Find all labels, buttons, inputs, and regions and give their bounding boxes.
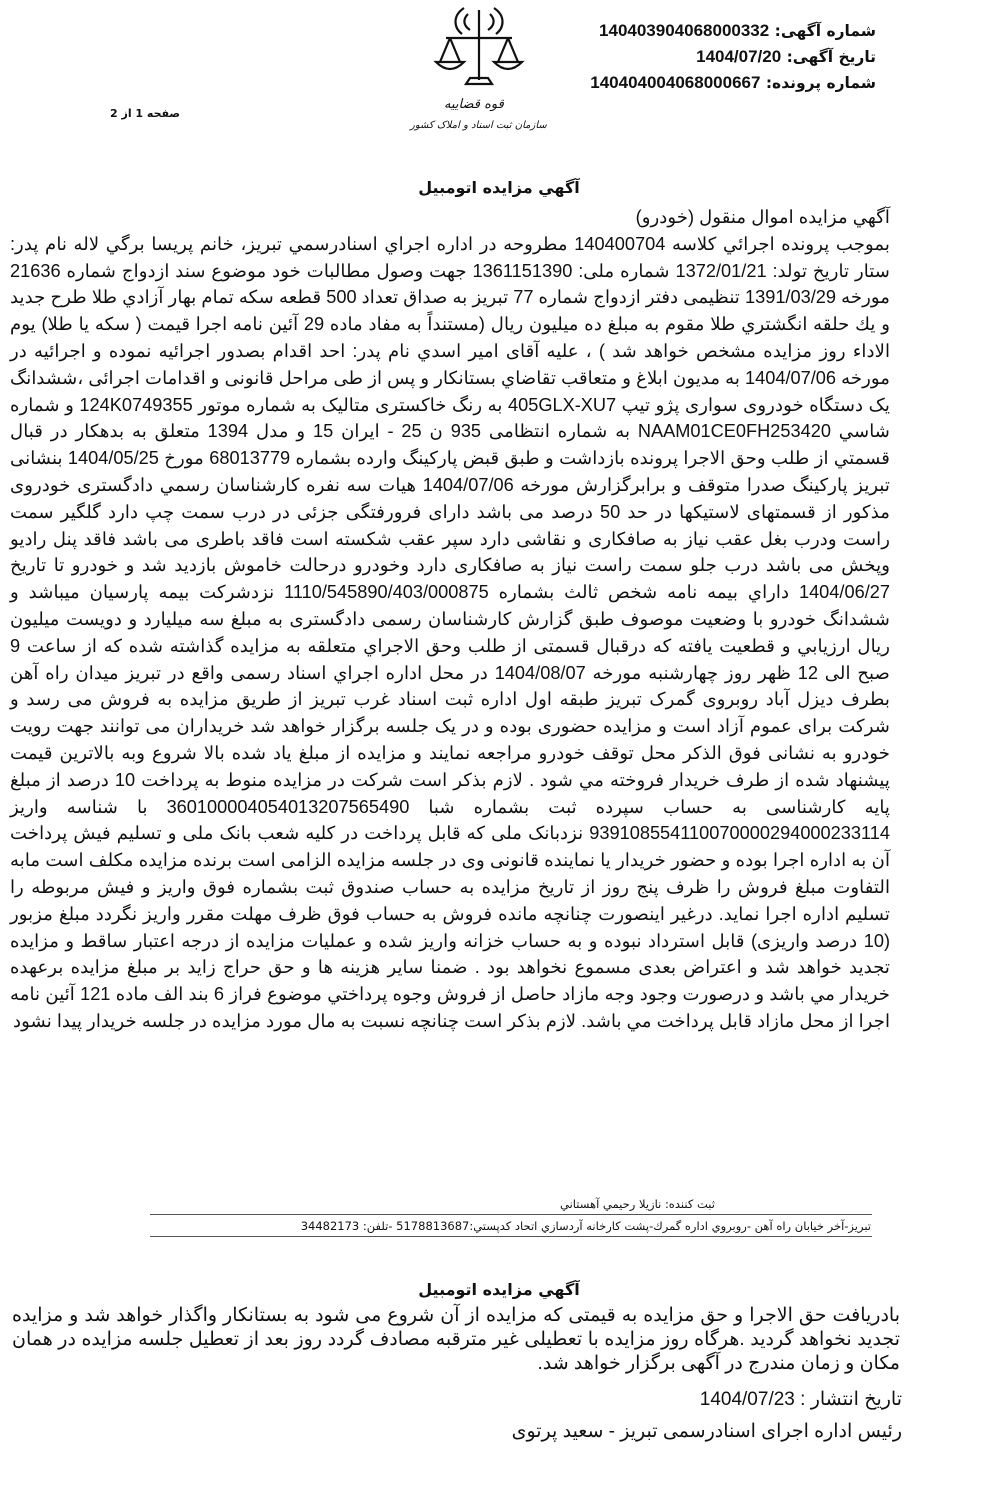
signature: رئيس اداره اجرای اسنادرسمی تبريز - سعيد پرتوی bbox=[511, 1421, 902, 1442]
divider bbox=[150, 1236, 872, 1237]
divider bbox=[150, 1214, 872, 1215]
notice-continuation-title: آگهي مزايده اتومبيل bbox=[418, 1280, 580, 1299]
publication-date-line bbox=[700, 1388, 902, 1411]
notice-continuation-body bbox=[12, 1304, 900, 1376]
emblem-text-organization: سازمان ثبت اسناد و املاک کشور bbox=[410, 120, 547, 131]
publication-date: 1404/07/23 bbox=[699, 1389, 795, 1410]
notice-continuation-paragraph: بادريافت حق الاجرا و حق مزايده به قيمتی كه مزايده از آن شروع می شود به بستانكار واگذار خواهد شد و مزايده تجديد نخواهد گرديد .هرگاه روز مزايده با تعطيلی غير مترقبه مصادف گردد روز بعد از تعطيل جلسه مزايده در همان مكان و زمان مندرج در آگهی برگزار خواهد شد. bbox=[12, 1305, 900, 1374]
registrar-name: نازيلا رحيمي آهستاني bbox=[560, 1197, 662, 1211]
registrar-label: ثبت كننده: bbox=[664, 1197, 715, 1211]
notice-date: 1404/07/20 bbox=[696, 47, 782, 66]
emblem-text-judiciary: قوه قضاییه bbox=[444, 97, 504, 112]
office-address: تبريز-آخر خيابان راه آهن -روبروي اداره گمرك-پشت كارخانه آردسازي اتحاد كدپستي:5178813687 -تلفن: 34482173 bbox=[300, 1219, 871, 1233]
registrar-line bbox=[560, 1197, 715, 1211]
notice-paragraph: بموجب پرونده اجرائي كلاسه 140400704 مطروحه در اداره اجراي اسنادرسمي تبريز، خانم پريسا برگي لاله نام پدر: ستار تاريخ تولد: 1372/01/21 شماره ملی: 1361151390 جهت وصول مطالبات خود موضوع سند ازدواج شماره 21636 مورخه 1391/03/29 تنظيمی دفتر ازدواج شماره 77 تبريز به صداق تعداد 500 قطعه سكه تمام بهار آزادي طلا طرح جديد و يك حلقه انگشتري طلا مقوم به مبلغ ده ميليون ريال (مستنداً به مفاد ماده 29 آئين نامه اجرا قيمت ( سكه يا طلا) يوم الاداء روز مزايده مشخص خواهد شد ) ، عليه آقای امير اسدي نام پدر: احد اقدام بصدور اجرائيه نموده و اجرائيه در مورخه 1404/07/06 به مديون ابلاغ و متعاقب تقاضاي بستانكار و پس از طی مراحل قانونی و اقدامات اجرائی ،ششدانگ يک دستگاه خودروی سواری پژو تيپ 405GLX-XU7 به رنگ خاکستری متاليک به شماره موتور 124K0749355 و شماره شاسي NAAM01CE0FH253420 به شماره انتظامی 935 ن 25 - ايران 15 و مدل 1394 متعلق به بدهكار در قبال قسمتي از طلب وحق الاجرا پرونده بازداشت و طبق قبض پاركينگ وارده بشماره 68013779 مورخ 1404/05/25 بنشانی تبريز پاركينگ صدرا متوقف و برابرگزارش مورخه 1404/07/06 هيات سه نفره كارشناسان رسمي دادگستری خودروی مذكور از قسمتهای لاستيکها در حد 50 درصد می باشد دارای فرورفتگی جزئی در درب سمت چپ دارد گلگير سمت راست ودرب بغل عقب نياز به صافکاری و نقاشی دارد سپر عقب شکسته است فاقد باطری می باشد فاقد پنل راديو وپخش می باشد درب جلو سمت راست نياز به صافکاری دارد وخودرو درحالت خاموش بازديد شد و خودرو تا تاريخ 1404/06/27 داراي بيمه نامه شخص ثالث بشماره 1110/545890/403/000875 نزدشركت بيمه پارسيان ميباشد و ششدانگ خودرو با وضعيت موصوف طبق گزارش كارشناسان رسمی دادگستری به مبلغ سه ميليارد و دويست ميليون ريال ارزيابي و قطعيت يافته كه درقبال قسمتی از طلب وحق الاجراي متعلقه به مزايده گذاشته شده كه از ساعت 9 صبح الی 12 ظهر روز چهارشنبه مورخه 1404/08/07 در محل اداره اجراي اسناد رسمی واقع در تبريز ميدان راه آهن بطرف ديزل آباد روبروی گمرک تبريز طبقه اول اداره ثبت اسناد غرب تبريز از طريق مزايده به فروش می رسد و شركت برای عموم آزاد است و مزايده حضوری بوده و در يک جلسه برگزار خواهد شد خريداران می توانند جهت رويت خودرو به نشانی فوق الذكر محل توقف خودرو مراجعه نمايند و مزايده از مبلغ ياد شده بالا شروع وبه بالاترين قيمت پيشنهاد شده از طرف خريدار فروخته مي شود . لازم بذكر است شركت در مزايده منوط به پرداخت 10 درصد از مبلغ پايه كارشناسی به حساب سپرده ثبت بشماره شبا 360100004054013207565490 با شناسه واريز 939108554110070000294000233114 نزدبانک ملی كه قابل پرداخت در كليه شعب بانک ملی و تسليم فيش پرداخت آن به اداره اجرا بوده و حضور خريدار يا نماينده قانونی وی در جلسه مزايده الزامی است برنده مزايده مكلف است مابه التفاوت مبلغ فروش را ظرف پنج روز از تاريخ مزايده به حساب صندوق ثبت بشماره فوق واريز و فيش مربوطه را تسليم اداره اجرا نمايد. درغير اينصورت چنانچه مانده فروش به حساب فوق ظرف مهلت مقرر واريز نگردد مبلغ مزبور (10 درصد واريزی) قابل استرداد نبوده و به حساب خزانه واريز شده و عمليات مزايده از درجه اعتبار ساقط و مزايده تجديد خواهد شد و اعتراض بعدی مسموع نخواهد بود . ضمنا ساير هزينه ها و حق حراج زايد بر مبلغ مزايده برعهده خريدار مي باشد و درصورت وجود وجه مازاد حاصل از فروش وجوه پرداختي موضوع فراز 6 بند الف ماده 121 آئين نامه اجرا از محل مازاد قابل پرداخت مي باشد. لازم بذكر است چنانچه نسبت به مال مورد مزايده در جلسه خريدار پيدا نشود bbox=[10, 233, 891, 1031]
notice-meta bbox=[590, 18, 876, 96]
file-number-row bbox=[590, 70, 876, 96]
publication-date-label: تاريخ انتشار : bbox=[800, 1389, 902, 1410]
notice-title: آگهي مزايده اتومبيل bbox=[418, 178, 580, 197]
notice-number-row bbox=[590, 18, 876, 44]
notice-number-label: شماره آگهی: bbox=[774, 22, 876, 40]
file-number: 140404004068000667 bbox=[590, 73, 761, 92]
notice-date-row bbox=[590, 44, 876, 70]
notice-number: 140403904068000332 bbox=[599, 21, 770, 40]
file-number-label: شماره پرونده: bbox=[765, 74, 876, 92]
notice-date-label: تاریخ آگهی: bbox=[786, 48, 876, 66]
notice-body bbox=[10, 204, 890, 1035]
notice-subtitle: آگهي مزايده اموال منقول (خودرو) bbox=[635, 207, 890, 227]
judiciary-emblem bbox=[404, 0, 554, 140]
scales-of-justice-icon bbox=[404, 0, 554, 140]
page-number: صفحه 1 از 2 bbox=[110, 107, 181, 120]
